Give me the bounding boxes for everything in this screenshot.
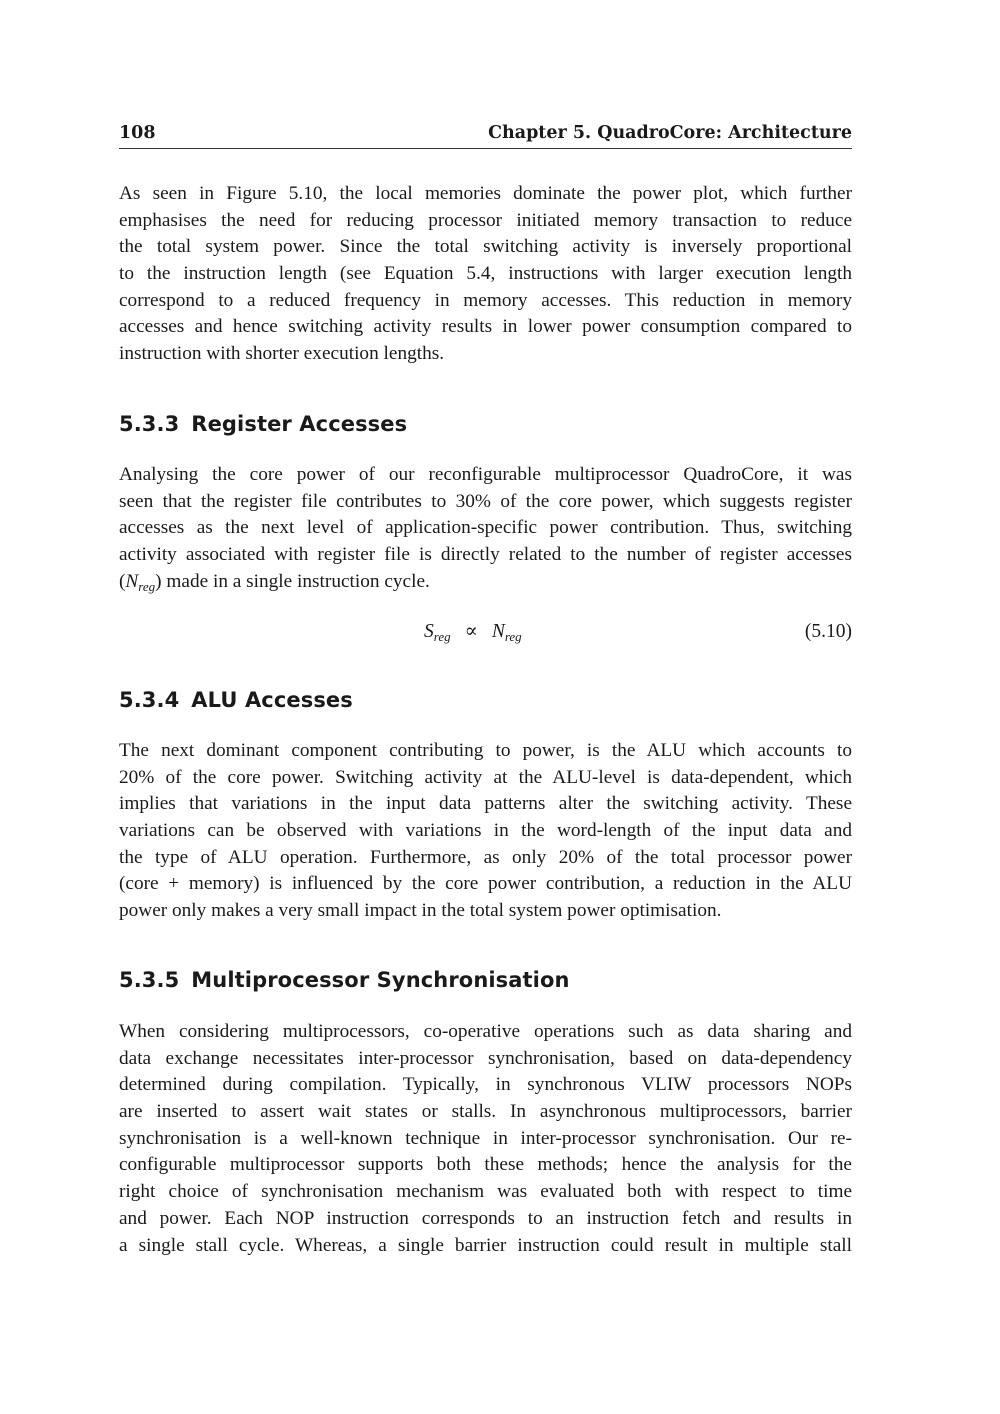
subscript: reg [138,578,156,594]
text-line: When considering multiprocessors, co-operative operations such as data sharing and [119,1021,852,1042]
section-number: 5.3.3 [119,412,180,436]
lhs-subscript: reg [433,629,451,644]
section-title: Register Accesses [191,412,408,436]
text-line: configurable multiprocessor supports both these methods; hence the analysis for the [119,1154,852,1176]
lhs-symbol: S [424,621,434,642]
text-line [119,569,852,596]
section-title: ALU Accesses [191,688,353,712]
text-line: accesses as the next level of application-specific power contribution. Thus, switching [119,517,852,539]
equation-number: (5.10) [804,621,852,642]
section-number: 5.3.5 [119,968,180,992]
text-line: activity associated with register file is directly related to the number of register accesses [119,544,852,566]
text-line: (core + memory) is influenced by the core power contribution, a reduction in the ALU [119,873,852,895]
running-title: Chapter 5. QuadroCore: Architecture [488,123,852,143]
rhs-symbol: N [491,621,505,642]
text-line: right choice of synchronisation mechanism was evaluated both with respect to time [119,1181,852,1203]
section-heading-alu-accesses [119,686,353,714]
section-number: 5.3.4 [119,688,180,712]
text-line: synchronisation is a well-known technique in inter-processor synchronisation. Our re- [119,1127,852,1149]
symbol: N [125,570,139,592]
text-line: Analysing the core power of our reconfigurable multiprocessor QuadroCore, it was [119,464,852,485]
text-line: accesses and hence switching activity results in lower power consumption compared to [119,316,852,338]
text-line: to the instruction length (see Equation 5.4, instructions with larger execution length [119,263,852,285]
proportional-operator: ∝ [464,621,478,642]
section-heading-register-accesses [119,410,407,438]
equation-5-10 [119,618,852,646]
text-line: The next dominant component contributing to power, is the ALU which accounts to [119,740,852,761]
text-line: As seen in Figure 5.10, the local memories dominate the power plot, which further [119,183,852,204]
section-heading-multiprocessor-synchronisation [119,966,570,994]
paren: ( [119,570,126,592]
section-title: Multiprocessor Synchronisation [191,968,570,992]
text: ) made in a single instruction cycle. [155,570,430,592]
text-line: correspond to a reduced frequency in memory accesses. This reduction in memory [119,289,852,311]
text-line: data exchange necessitates inter-processor synchronisation, based on data-dependency [119,1047,852,1069]
page-number: 108 [119,123,156,143]
text-line: seen that the register file contributes to 30% of the core power, which suggests register [119,490,852,512]
text-line: implies that variations in the input data patterns alter the switching activity. These [119,793,852,815]
text-line: 20% of the core power. Switching activity at the ALU-level is data-dependent, which [119,766,852,788]
text-line: are inserted to assert wait states or stalls. In asynchronous multiprocessors, barrier [119,1101,852,1123]
alu-accesses-paragraph [119,738,852,925]
math-symbol [125,571,155,592]
text-line: a single stall cycle. Whereas, a single barrier instruction could result in multiple stall [119,1234,852,1256]
text-line: the type of ALU operation. Furthermore, as only 20% of the total processor power [119,846,852,868]
text-line: power only makes a very small impact in the total system power optimisation. [119,900,722,922]
intro-paragraph [119,181,852,368]
page-header [119,120,852,149]
text-line: variations can be observed with variations in the word-length of the input data and [119,820,852,842]
text-line: the total system power. Since the total switching activity is inversely proportional [119,236,852,258]
multiprocessor-synchronisation-paragraph [119,1019,852,1259]
rhs-subscript: reg [504,629,522,644]
register-accesses-paragraph [119,462,852,595]
text-line: determined during compilation. Typically, in synchronous VLIW processors NOPs [119,1074,852,1096]
text-line: instruction with shorter execution lengths. [119,343,445,365]
text-line: emphasises the need for reducing processor initiated memory transaction to reduce [119,209,852,231]
text-line: and power. Each NOP instruction corresponds to an instruction fetch and results in [119,1207,852,1229]
equation-expression [424,618,522,646]
